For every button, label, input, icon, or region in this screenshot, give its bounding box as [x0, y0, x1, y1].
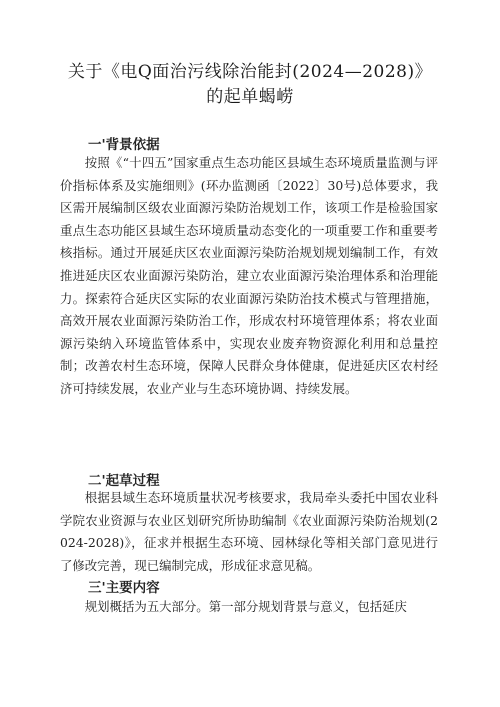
section-heading-drafting-process: 二'起草过程	[88, 473, 160, 489]
document-title-line-2: 的起单蝎崂	[206, 87, 294, 107]
section-body-main-content: 规划概括为五大部分。第一部分规划背景与意义，包括延庆	[84, 599, 407, 614]
section-heading-main-content: 三'主要内容	[88, 580, 160, 596]
document-title-line-1: 关于《电Q面治污线除治能封(2024—2028)》	[67, 62, 433, 82]
section-heading-background: 一'背景依据	[88, 137, 160, 153]
section-body-background: 按照《“十四五”国家重点生态功能区县域生态环境质量监测与评价指标体系及实施细则》(环办监测函〔2022〕30号)总体要求，我区需开展编制区级农业面源污染防治规划工作，该项工作是检验国家重点生态功能区县域生态环境质量动态变化的一项重要工作和重要考核指标。通过开展延庆区农业面源污染防治规划规划编制工作，有效推进延庆区农业面源污染防治，建立农业面源污染治理体系和治理能力。探索符合延庆区实际的农业面源污染防治技术模式与管理措施，高效开展农业面源污染防治工作，形成农村环境管理体系；将农业面源污染纳入环境监管体系中，实现农业废弃物资源化利用和总量控制；改善农村生态环境，保障人民群众身体健康，促进延庆区农村经济可持续发展，农业产业与生态环境协调、持续发展。	[60, 155, 438, 396]
section-body-drafting-process: 根据县域生态环境质量状况考核要求，我局牵头委托中国农业科学院农业资源与农业区划研究所协助编制《农业面源污染防治规划(2024-2028)》，征求并根据生态环境、园林绿化等相关部门意见进行了修改完善，现已编制完成，形成征求意见稿。	[60, 490, 438, 573]
